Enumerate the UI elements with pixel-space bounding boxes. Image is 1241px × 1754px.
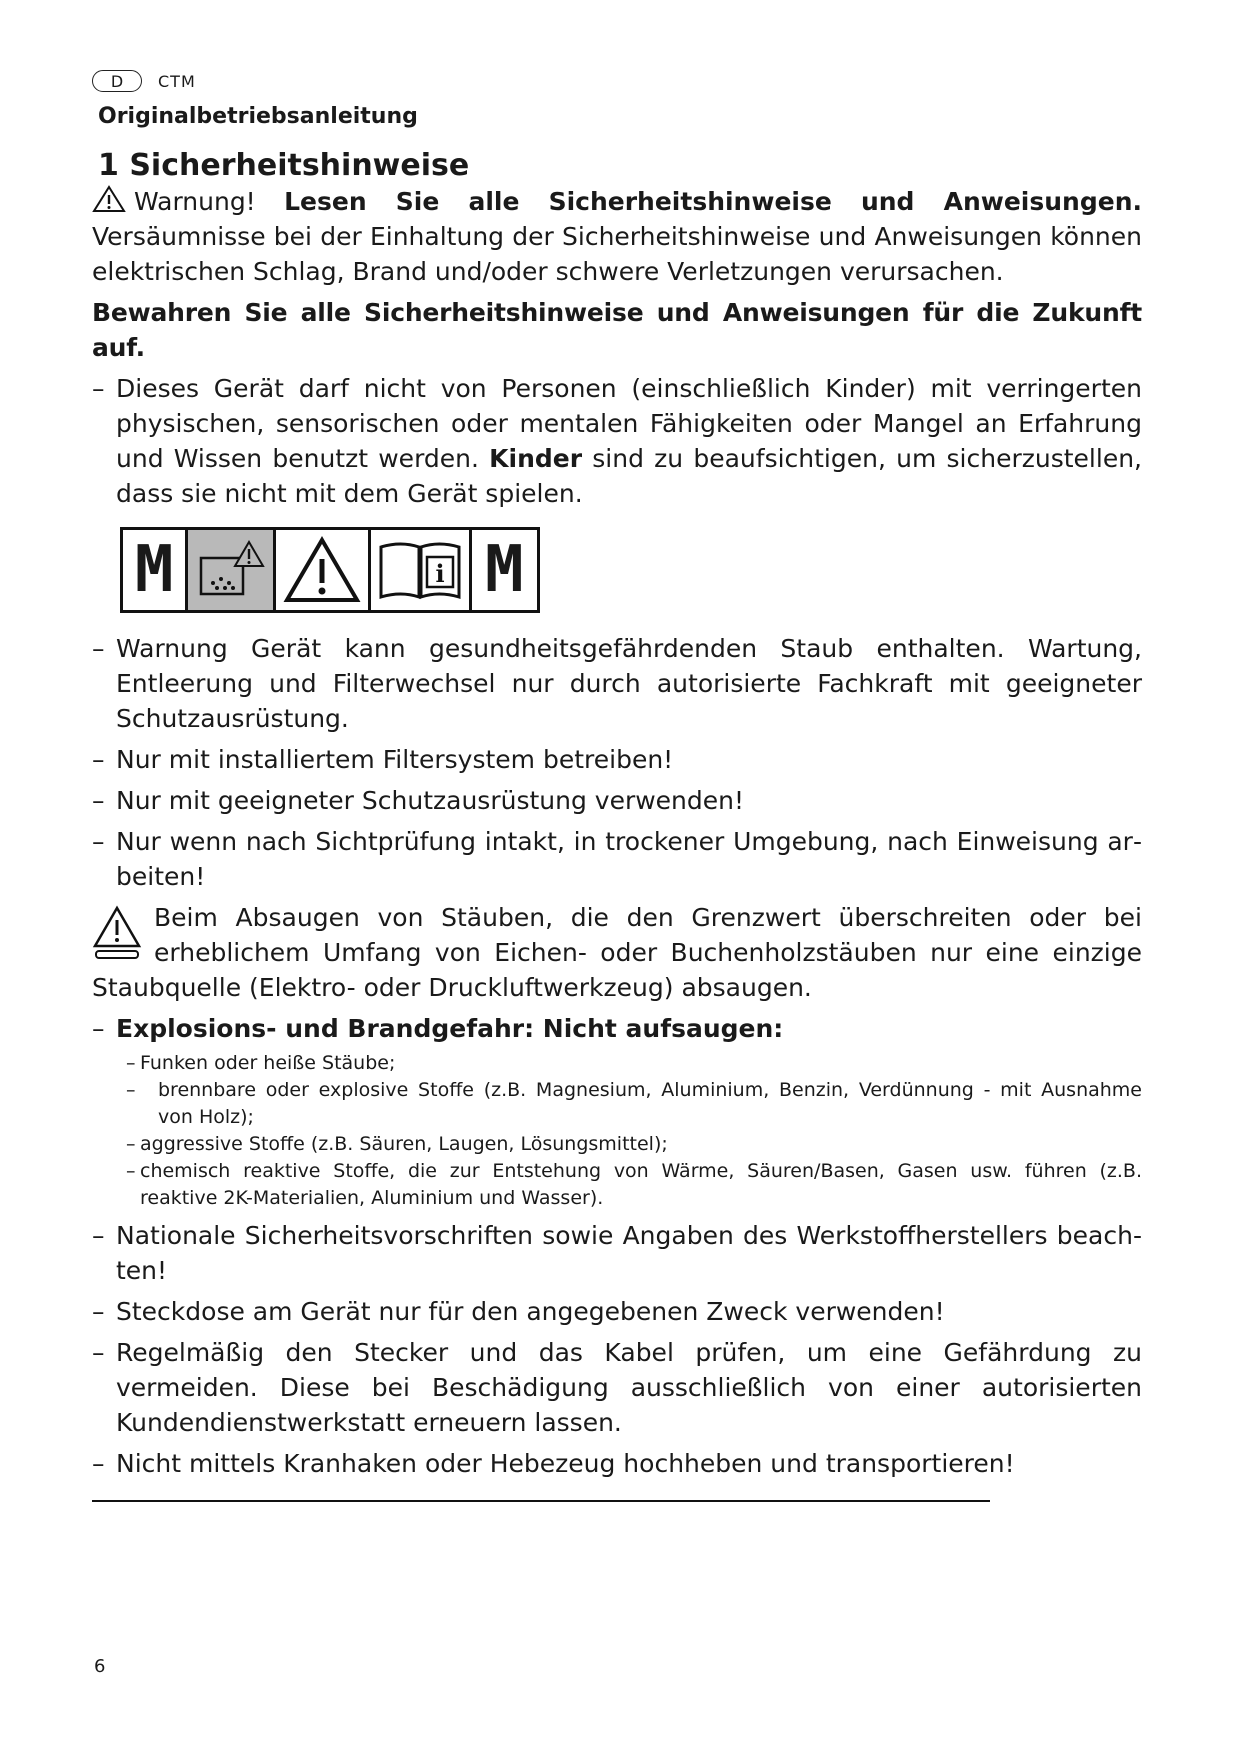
model-name: CTM [158, 71, 196, 91]
warning-triangle-icon [92, 185, 126, 213]
footer-rule [92, 1500, 990, 1502]
list-item-children: – Dieses Gerät darf nicht von Personen (einschließlich Kinder) mit verringerten physischen, sensorischen oder mentalen Fähigkeiten oder Mangel an Erfahrung und Wissen benutzt werden. Kinder sind zu beaufsichtigen, um sicherzustellen, dass sie nicht mit dem Gerät spielen. [92, 374, 1142, 508]
general-warning [92, 184, 1142, 289]
children-bold: Kinder [489, 444, 583, 473]
content-body [92, 184, 1142, 1481]
dust-class-m-right: M [485, 533, 524, 607]
warning-triangle-icon [92, 904, 142, 962]
warning-text: Versäumnisse bei der Einhaltung der Sicherheitshinweise und Anweisungen können elektrischen Schlag, Brand und/oder schwere Verletzungen verursachen. [92, 222, 1142, 286]
list-item: – Nicht mittels Kranhaken oder Hebezeug hochheben und transportieren! [92, 1449, 1015, 1478]
svg-text:i: i [435, 559, 445, 588]
children-text-2: sind zu beaufsichtigen, um sicherzustellen, dass sie nicht mit dem Gerät spielen. [116, 444, 1142, 508]
list-item: – Nationale Sicherheitsvorschriften sowie Angaben des Werkstoffherstellers beachten! [92, 1221, 1142, 1285]
dust-class-m-left: M [123, 530, 188, 610]
list-item: – Nur mit installiertem Filtersystem betreiben! [92, 745, 674, 774]
general-warning-icon [276, 530, 371, 610]
explosion-subitem: – aggressive Stoffe (z.B. Säuren, Laugen, Lösungsmittel); [126, 1133, 668, 1155]
explosion-heading: – Explosions- und Brandgefahr: Nicht aufsaugen: [92, 1014, 784, 1043]
keep-instructions: Bewahren Sie alle Sicherheitshinweise und Anweisungen für die Zukunft auf. [92, 298, 1142, 362]
list-item: – Nur wenn nach Sichtprüfung intakt, in trockener Umgebung, nach Einweisung arbeiten! [92, 827, 1142, 891]
list-item: – Steckdose am Gerät nur für den angegebenen Zweck verwenden! [92, 1297, 945, 1326]
explosion-subitem: – chemisch reaktive Stoffe, die zur Entstehung von Wärme, Säuren/Basen, Gasen usw. führen (z.B. reaktive 2K-Materialien, Aluminium und Wasser). [126, 1160, 1142, 1209]
explosion-subitem: – brennbare oder explosive Stoffe (z.B. Magnesium, Aluminium, Benzin, Verdünnung - mit Ausnahme von Holz); [126, 1079, 1142, 1128]
list-item: – Warnung Gerät kann gesundheitsgefährdenden Staub enthalten. Wartung, Entleerung und Filterwechsel nur durch autorisierte Fachkraft mit geeigneter Schutzausrüstung. [92, 634, 1142, 733]
document-subtitle: Originalbetriebsanleitung [98, 104, 418, 129]
safety-symbol-strip [120, 527, 540, 613]
section-title: 1 Sicherheitshinweise [98, 148, 470, 183]
list-item: – Nur mit geeigneter Schutzausrüstung verwenden! [92, 786, 745, 815]
page-number: 6 [94, 1656, 106, 1677]
dust-source-warning: Beim Absaugen von Stäuben, die den Grenzwert überschreiten oder bei erheblichem Umfang von Eichen- oder Buchenholzstäuben nur eine einzige Staubquelle (Elektro- oder Druckluftwerkzeug) absaugen. [92, 903, 1142, 1002]
warning-word: Warnung! [134, 187, 256, 216]
language-badge: D [92, 70, 142, 92]
dust-hazard-icon [188, 530, 275, 610]
children-text-1: Dieses Gerät darf nicht von Personen (einschließlich Kinder) mit verringerten physischen, sensorischen oder mentalen Fähigkeiten oder Mangel an Erfahrung und Wissen benutzt werden. [116, 374, 1142, 473]
list-item: – Regelmäßig den Stecker und das Kabel prüfen, um eine Gefährdung zu vermeiden. Diese bei Beschädigung ausschließlich von einer autorisierten Kundendienstwerkstatt erneuern lassen. [92, 1338, 1142, 1437]
page-header [92, 70, 196, 92]
read-manual-icon [371, 530, 472, 610]
explosion-subitem: – Funken oder heiße Stäube; [126, 1052, 396, 1074]
warning-bold-text: Lesen Sie alle Sicherheitshinweise und Anweisungen. [284, 187, 1142, 216]
